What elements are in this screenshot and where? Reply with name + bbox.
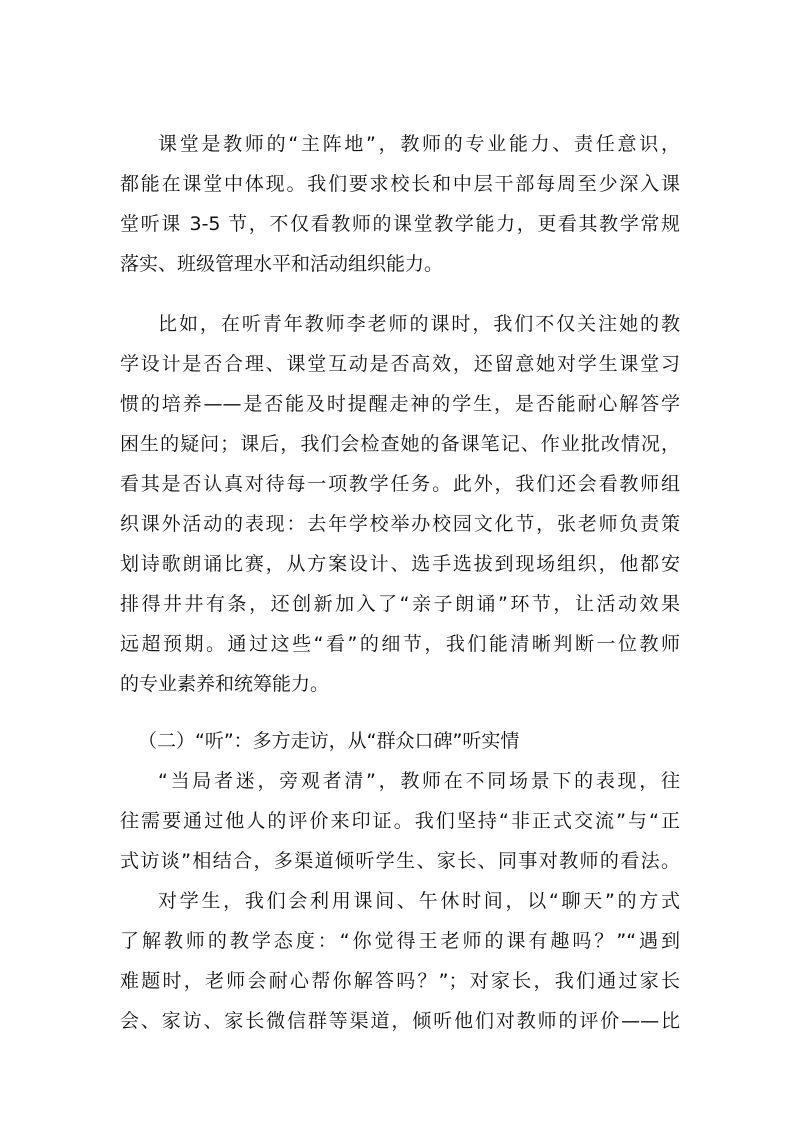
paragraph-line: 对学生，我们会利用课间、午休时间，以“聊天”的方式 bbox=[158, 890, 680, 912]
paragraph-line: 困生的疑问；课后，我们会检查她的备课笔记、作业批改情况， bbox=[120, 433, 680, 455]
paragraph-line: 看其是否认真对待每一项教学任务。此外，我们还会看教师组 bbox=[120, 473, 680, 495]
paragraph-line: 都能在课堂中体现。我们要求校长和中层干部每周至少深入课 bbox=[120, 173, 680, 195]
paragraph-line: 落实、班级管理水平和活动组织能力。 bbox=[120, 253, 444, 275]
paragraph-line: 的专业素养和统筹能力。 bbox=[120, 673, 330, 695]
paragraph-line: 排得井井有条，还创新加入了“亲子朗诵”环节，让活动效果 bbox=[120, 593, 680, 615]
paragraph-line: 比如，在听青年教师李老师的课时，我们不仅关注她的教 bbox=[158, 313, 680, 335]
paragraph-line: 堂听课 3-5 节，不仅看教师的课堂教学能力，更看其教学常规 bbox=[120, 213, 680, 235]
paragraph-line: 划诗歌朗诵比赛，从方案设计、选手选拔到现场组织，他都安 bbox=[120, 553, 680, 575]
paragraph-line: 远超预期。通过这些“看”的细节，我们能清晰判断一位教师 bbox=[120, 633, 680, 655]
paragraph-line: 难题时，老师会耐心帮你解答吗？”；对家长，我们通过家长 bbox=[120, 970, 680, 992]
paragraph-line: 往需要通过他人的评价来印证。我们坚持“非正式交流”与“正 bbox=[120, 810, 680, 832]
section-heading: （二）“听”：多方走访，从“群众口碑”听实情 bbox=[138, 730, 520, 752]
paragraph-line: 会、家访、家长微信群等渠道，倾听他们对教师的评价——比 bbox=[120, 1010, 680, 1032]
paragraph-line: 学设计是否合理、课堂互动是否高效，还留意她对学生课堂习 bbox=[120, 353, 680, 375]
paragraph-line: 了解教师的教学态度：“你觉得王老师的课有趣吗？”“遇到 bbox=[120, 930, 680, 952]
paragraph-line: 课堂是教师的“主阵地”，教师的专业能力、责任意识， bbox=[158, 133, 680, 155]
paragraph-line: 惯的培养——是否能及时提醒走神的学生，是否能耐心解答学 bbox=[120, 393, 680, 415]
paragraph-line: 织课外活动的表现：去年学校举办校园文化节，张老师负责策 bbox=[120, 513, 680, 535]
paragraph-line: “当局者迷，旁观者清”，教师在不同场景下的表现，往 bbox=[158, 770, 680, 792]
paragraph-line: 式访谈”相结合，多渠道倾听学生、家长、同事对教师的看法。 bbox=[120, 850, 680, 872]
